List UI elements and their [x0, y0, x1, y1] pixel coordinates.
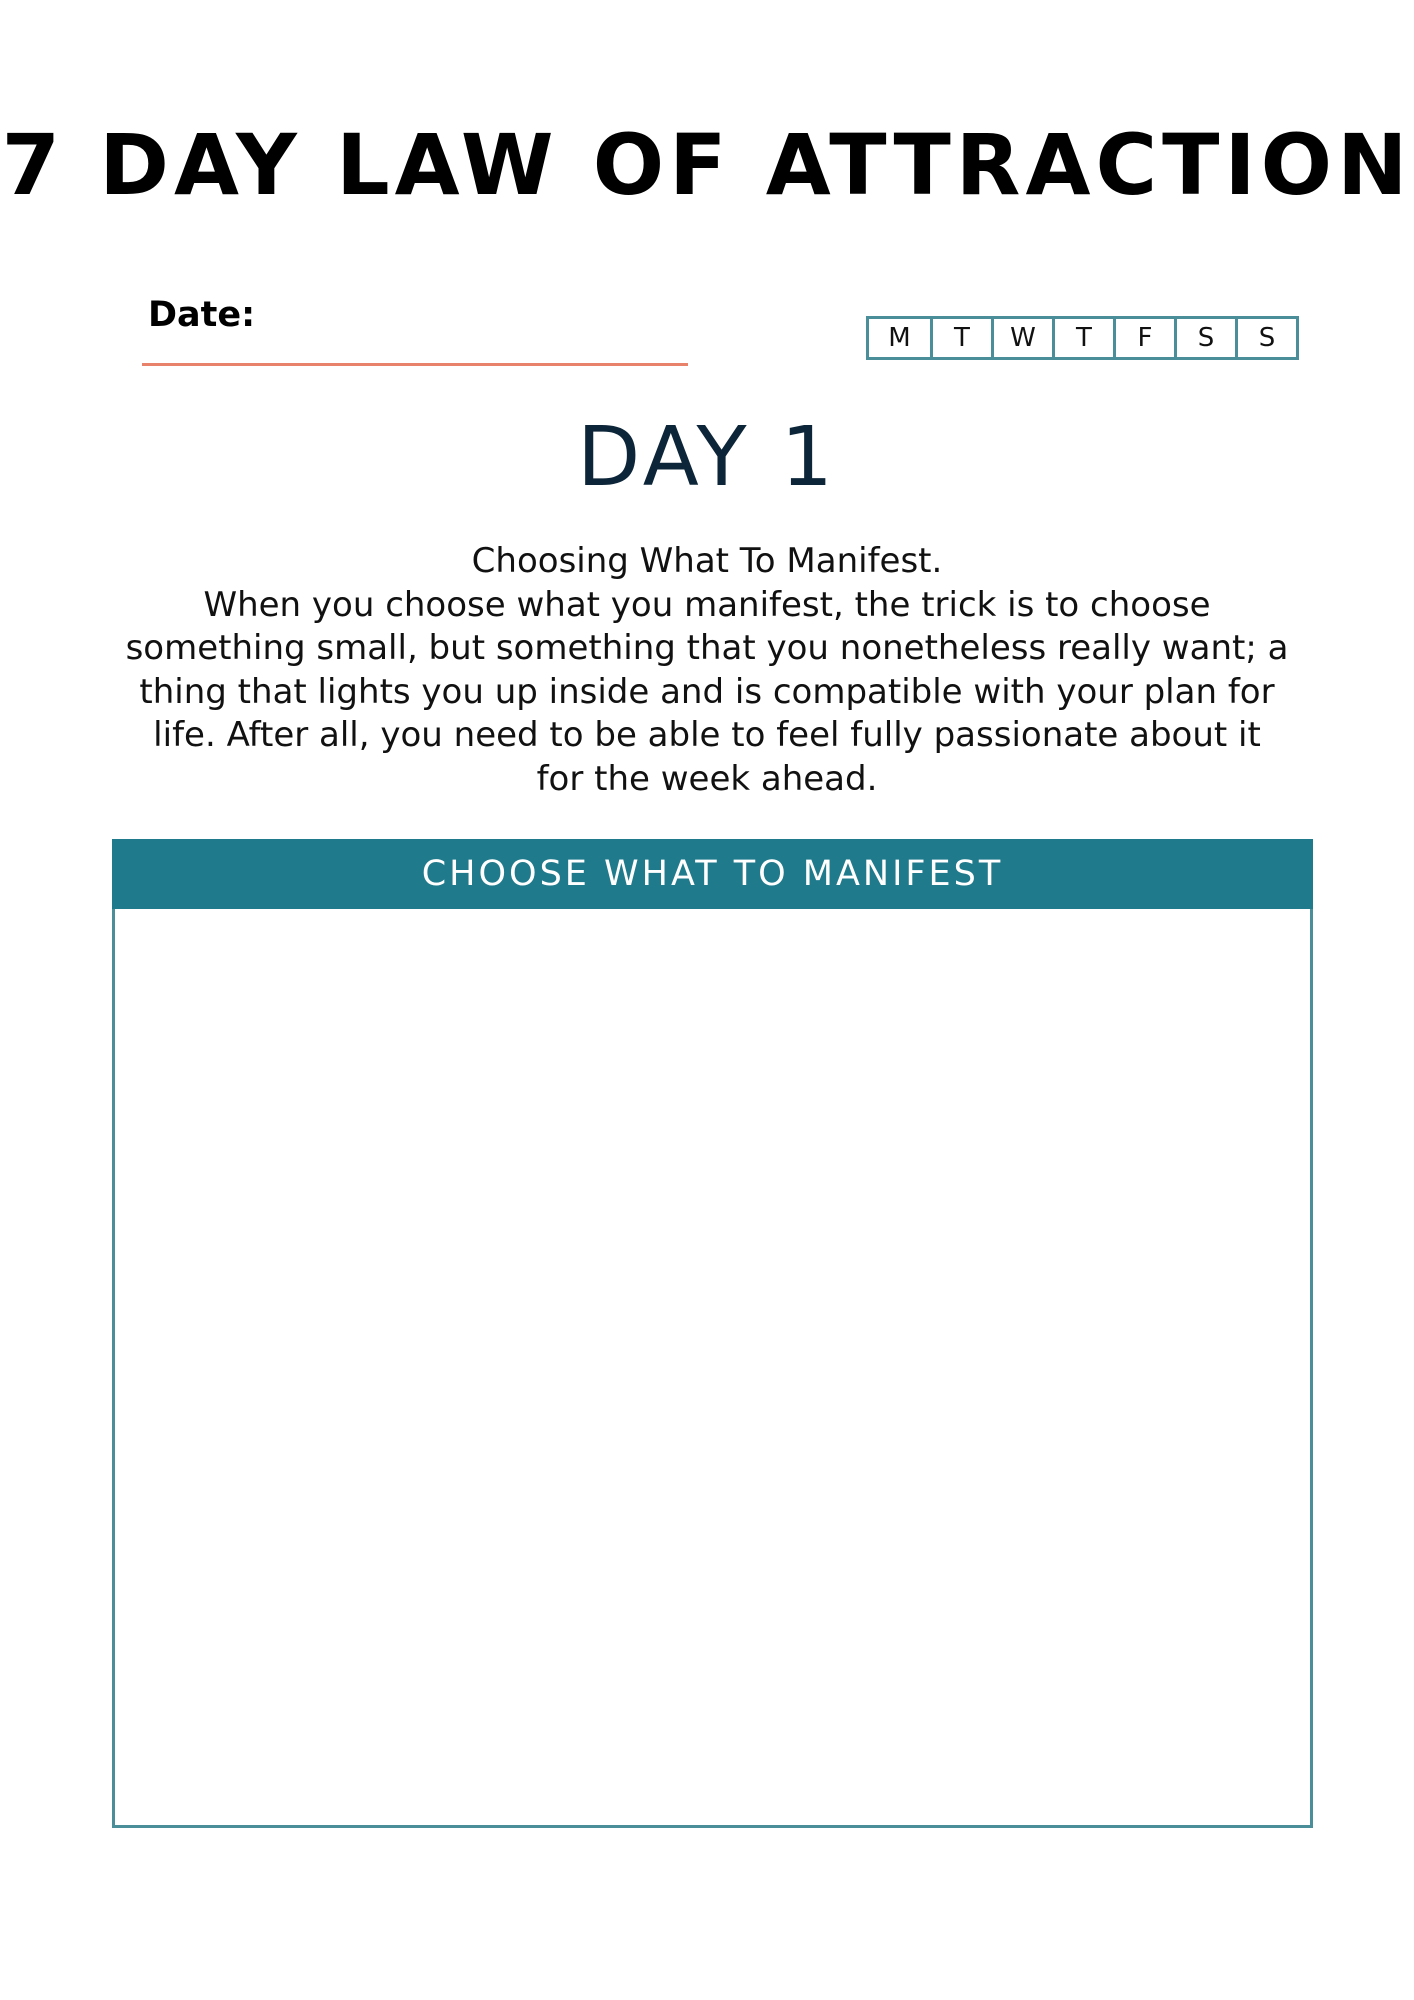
weekday-selector: [866, 316, 1299, 360]
weekday-friday[interactable]: F: [1113, 319, 1174, 357]
weekday-tuesday[interactable]: T: [930, 319, 991, 357]
weekday-monday[interactable]: M: [888, 323, 911, 353]
page-title: 7 DAY LAW OF ATTRACTION: [1, 116, 1413, 214]
weekday-thursday[interactable]: T: [1052, 319, 1113, 357]
intro-line: thing that lights you up inside and is compatible with your plan for: [139, 671, 1275, 712]
intro-line: for the week ahead.: [536, 758, 878, 799]
intro-line: something small, but something that you nonetheless really want; a: [125, 628, 1289, 668]
manifest-writing-area[interactable]: [112, 909, 1313, 1828]
manifest-box-header: CHOOSE WHAT TO MANIFEST: [112, 839, 1313, 909]
intro-line: Choosing What To Manifest.: [471, 541, 943, 581]
weekday-sunday[interactable]: S: [1235, 319, 1296, 357]
intro-line: life. After all, you need to be able to feel fully passionate about it: [153, 715, 1261, 755]
intro-line: When you choose what you manifest, the trick is to choose: [203, 584, 1211, 625]
date-input-line[interactable]: [142, 363, 688, 366]
day-heading: DAY 1: [577, 410, 837, 505]
weekday-wednesday[interactable]: W: [991, 319, 1052, 357]
weekday-saturday[interactable]: S: [1174, 319, 1235, 357]
intro-text: [108, 540, 1306, 801]
date-label: Date:: [148, 295, 256, 335]
